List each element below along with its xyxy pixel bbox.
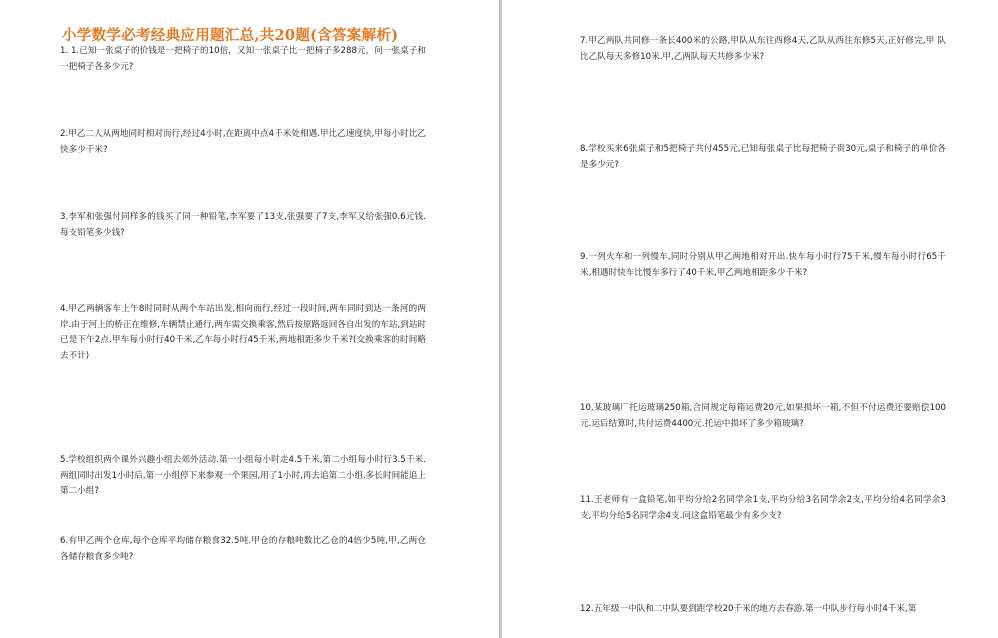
question-4: 4.甲乙两辆客车上午8时同时从两个车站出发,相向而行,经过一段时间,两车同时到达一条河的两岸.由于河上的桥正在维修,车辆禁止通行,两车需交换乘客,然后按原路返回各自出发的车站,到站时已是下午2点.甲车每小时行40千米,乙车每小时行45千米,两地相距多少千米?(交换乘客的时间略去不计) [60,304,427,361]
question-1: 1. 1.已知一张桌子的价钱是一把椅子的10倍，又知一张桌子比一把椅子多288元，问一张桌子和一把椅子各多少元? [60,46,426,72]
document-title: 小学数学必考经典应用题汇总,共20题(含答案解析) [62,27,399,44]
question-10: 10,某玻璃厂托运玻璃250箱,合同规定每箱运费20元,如果损坏一箱,不但不付运费还要赔偿100元.运后结算时,共付运费4400元.托运中损坏了多少箱玻璃? [580,403,946,429]
question-2: 2.甲乙二人从两地同时相对而行,经过4小时,在距离中点4千米处相遇.甲比乙速度快,甲每小时比乙快多少千米? [60,129,426,155]
question-12: 12.五年级一中队和二中队要到距学校20千米的地方去春游.第一中队步行每小时4千米,第 [580,604,917,614]
question-6: 6.有甲乙两个仓库,每个仓库平均储存粮食32.5吨.甲仓的存粮吨数比乙仓的4倍少5吨,甲,乙两仓各储存粮食多少吨? [60,536,426,562]
page-right [502,0,998,638]
question-8: 8.学校买来6张桌子和5把椅子共付455元,已知每张桌子比每把椅子贵30元,桌子和椅子的单价各是多少元? [580,144,946,170]
question-3: 3.李军和张强付同样多的钱买了同一种铅笔,李军要了13支,张强要了7支,李军又给张强0.6元钱.每支铅笔多少钱? [60,212,426,238]
question-9: 9.一列火车和一列慢车,同时分别从甲乙两地相对开出.快车每小时行75千米,慢车每小时行65千米,相遇时快车比慢车多行了40千米,甲乙两地相距多少千米? [580,252,946,278]
question-7: 7.甲乙两队共同修一条长400米的公路,甲队从东往西修4天,乙队从西往东修5天,正好修完,甲 队比乙队每天多修10米.甲,乙两队每天共修多少米? [580,36,946,62]
question-11: 11.王老师有一盒铅笔,如平均分给2名同学余1支,平均分给3名同学余2支,平均分给4名同学余3支,平均分给5名同学余4支.问这盒铅笔最少有多少支? [580,495,946,521]
question-5: 5.学校组织两个课外兴趣小组去郊外活动.第一小组每小时走4.5千米,第二小组每小时行3.5千米.两组同时出发1小时后,第一小组停下来参观一个果园,用了1小时,再去追第二小组.多长时间能追上第二小组? [60,455,426,496]
